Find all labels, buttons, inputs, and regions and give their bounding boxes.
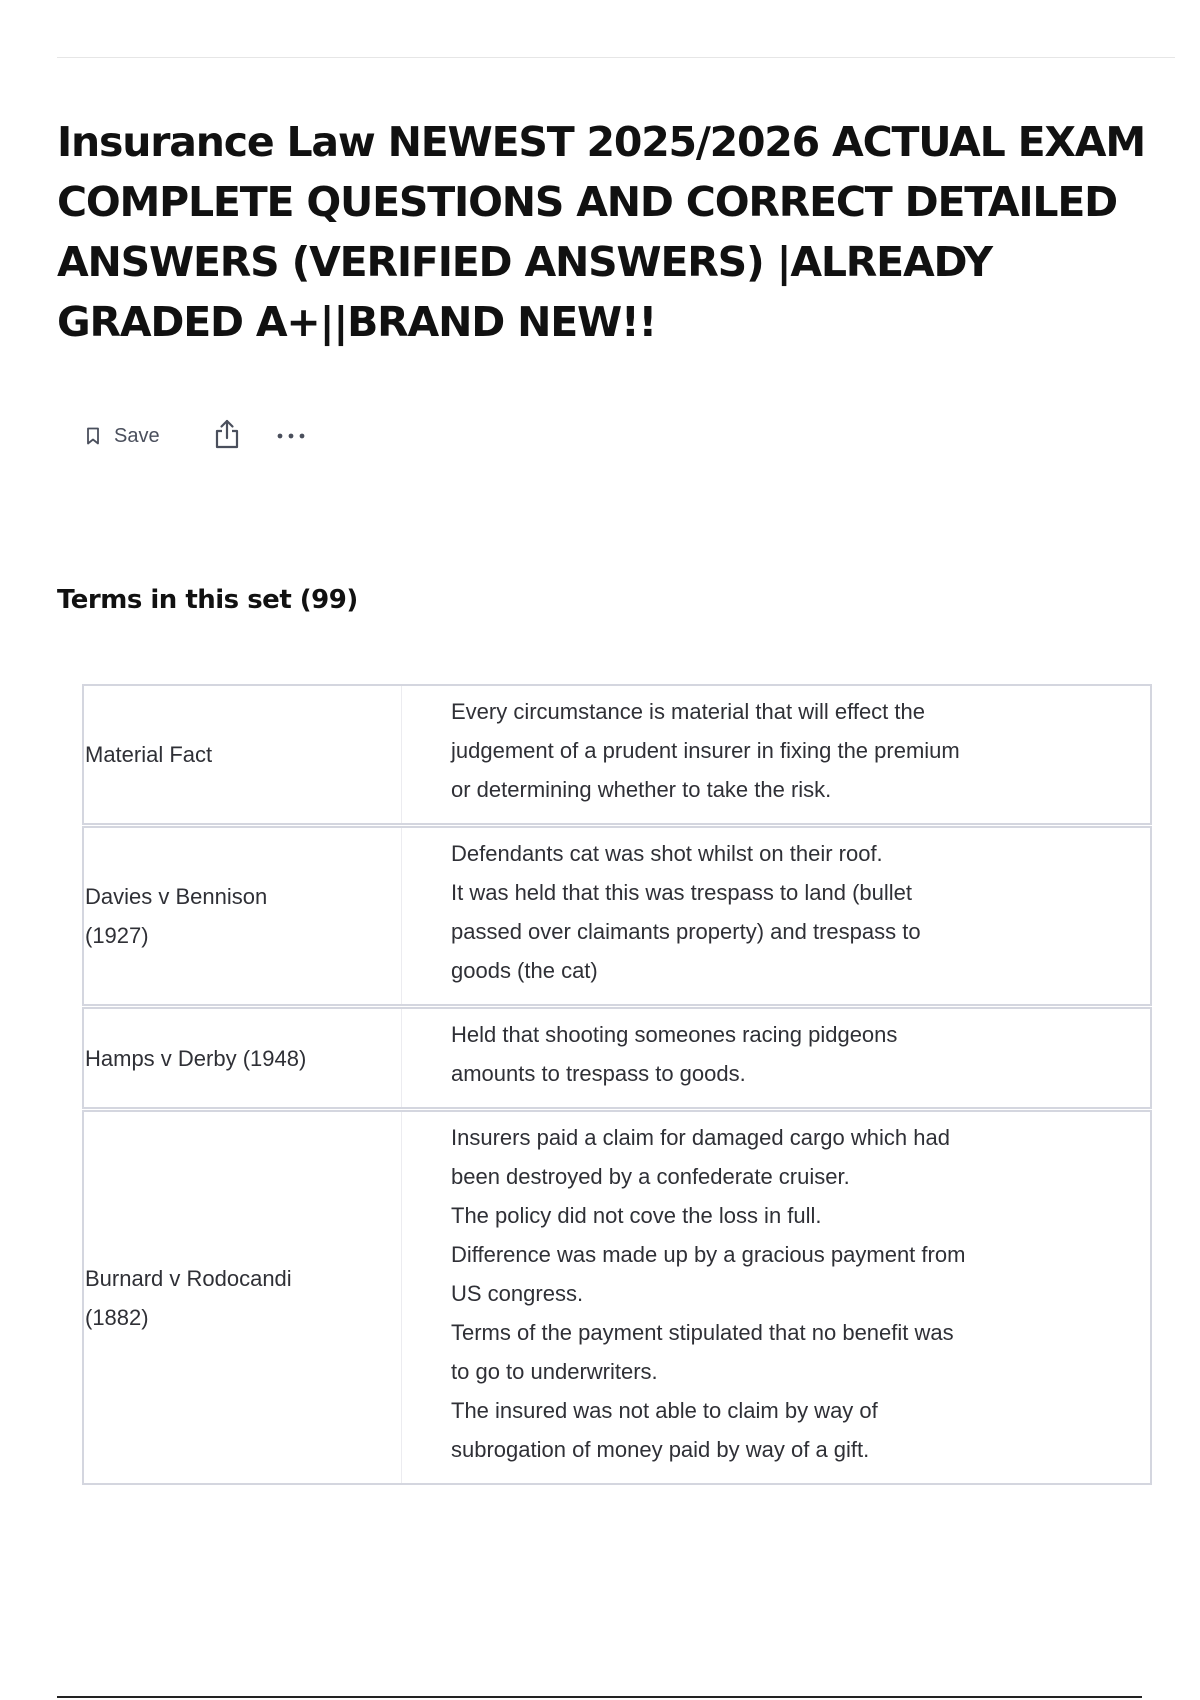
term-text: Burnard v Rodocandi (1882): [85, 1265, 292, 1330]
definition-line: Held that shooting someones racing pidgeons: [451, 1022, 898, 1047]
term-cell: [84, 686, 402, 823]
definition-line: Difference was made up by a gracious payment from: [451, 1242, 966, 1267]
definition-cell: [402, 828, 1150, 1004]
page-title: Insurance Law NEWEST 2025/2026 ACTUAL EXAM COMPLETE QUESTIONS AND CORRECT DETAILED ANSWERS (VERIFIED ANSWERS) |ALREADY GRADED A+||BRAND NEW!!: [57, 118, 1145, 346]
definition-line: The insured was not able to claim by way of: [451, 1398, 878, 1423]
definition-line: Terms of the payment stipulated that no benefit was: [451, 1320, 954, 1345]
bottom-divider: [57, 1696, 1142, 1698]
term-row: [82, 826, 1152, 1006]
term-cell: [84, 1112, 402, 1483]
definition-line: Insurers paid a claim for damaged cargo which had: [451, 1125, 950, 1150]
definition-line: subrogation of money paid by way of a gift.: [451, 1437, 870, 1462]
definition-line: amounts to trespass to goods.: [451, 1061, 746, 1086]
action-bar: [86, 418, 306, 454]
definition-line: goods (the cat): [451, 958, 598, 983]
definition-line: passed over claimants property) and trespass to: [451, 919, 921, 944]
definition-line: or determining whether to take the risk.: [451, 777, 832, 802]
share-icon: [214, 419, 240, 454]
definition-cell: [402, 686, 1150, 823]
definition-line: Defendants cat was shot whilst on their roof.: [451, 841, 883, 866]
more-options-button[interactable]: [276, 427, 306, 445]
definition-cell: [402, 1112, 1150, 1483]
term-text: Hamps v Derby (1948): [85, 1045, 307, 1071]
definition-line: judgement of a prudent insurer in fixing the premium: [451, 738, 960, 763]
definition-line: US congress.: [451, 1281, 584, 1306]
term-text: Material Fact: [85, 742, 213, 767]
definition-line: to go to underwriters.: [451, 1359, 658, 1384]
term-text: Davies v Bennison (1927): [85, 884, 268, 948]
term-row: [82, 1110, 1152, 1485]
definition-line: been destroyed by a confederate cruiser.: [451, 1164, 850, 1189]
terms-heading: Terms in this set (99): [57, 585, 358, 615]
term-cell: [84, 828, 402, 1004]
top-divider: [57, 57, 1175, 58]
definition-line: The policy did not cove the loss in full.: [451, 1203, 822, 1228]
definition-cell: [402, 1009, 1150, 1107]
term-row: [82, 684, 1152, 825]
terms-table: [82, 684, 1152, 1486]
term-row: [82, 1007, 1152, 1109]
more-icon: [276, 427, 306, 445]
definition-line: Every circumstance is material that will effect the: [451, 699, 925, 724]
save-button[interactable]: [86, 425, 160, 448]
share-button[interactable]: [214, 419, 240, 454]
definition-line: It was held that this was trespass to land (bullet: [451, 880, 913, 905]
bookmark-icon: [86, 427, 100, 445]
save-label: Save: [114, 424, 160, 447]
term-cell: [84, 1009, 402, 1107]
